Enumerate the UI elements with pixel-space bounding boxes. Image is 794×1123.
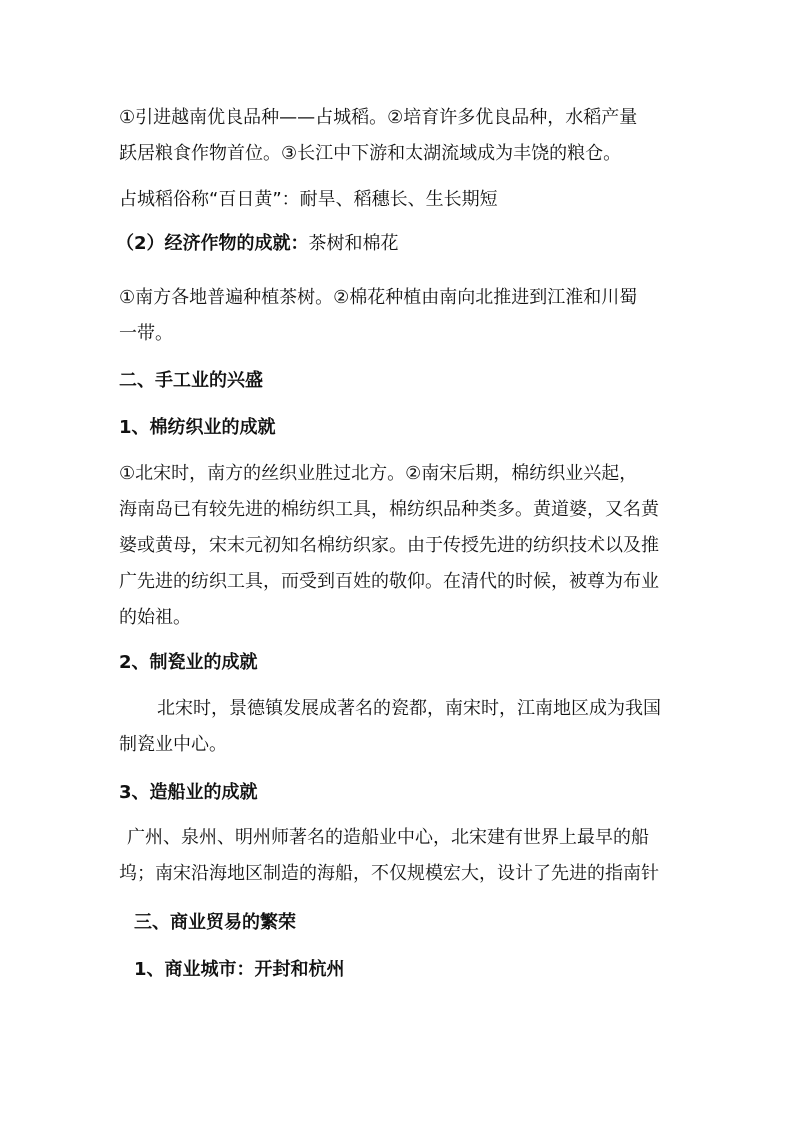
heading-text: 1、商业城市：开封和杭州 [134, 959, 345, 980]
heading-cotton-textile [119, 410, 679, 446]
section-title-text: 三、商业贸易的繁荣 [134, 912, 296, 933]
heading-line [116, 226, 676, 262]
heading-shipbuilding [119, 775, 679, 811]
text-line: 广先进的纺织工具，而受到百姓的敬仰。在清代的时候，被尊为布业 [119, 571, 659, 592]
heading-cash-crops [116, 226, 676, 262]
text-line: 的始祖。 [119, 607, 191, 628]
heading-text: 1、棉纺织业的成就 [119, 417, 276, 438]
text-line: 海南岛已有较先进的棉纺织工具，棉纺织品种类多。黄道婆，又名黄 [119, 499, 659, 520]
heading-commercial-cities [134, 952, 694, 988]
paragraph-shipbuilding [119, 820, 679, 892]
text-line: 跃居粮食作物首位。③长江中下游和太湖流域成为丰饶的粮仓。 [119, 143, 622, 164]
text-line: ①南方各地普遍种植茶树。②棉花种植由南向北推进到江淮和川蜀 [119, 287, 638, 308]
paragraph-champa-rice-note [119, 182, 679, 218]
text-line: 制瓷业中心。 [119, 734, 227, 755]
heading-porcelain [119, 645, 679, 681]
paragraph-porcelain [119, 691, 679, 763]
heading-normal-part: 茶树和棉花 [308, 233, 399, 254]
text-line: 一带。 [119, 323, 173, 344]
heading-bold-part: （2）经济作物的成就： [116, 233, 309, 254]
section-title-handicraft [119, 363, 679, 399]
paragraph-rice-achievements [119, 100, 679, 172]
paragraph-cotton-textile [119, 456, 679, 636]
text-line: 占城稻俗称“百日黄”：耐旱、稻穗长、生长期短 [119, 189, 498, 210]
text-line: ①北宋时，南方的丝织业胜过北方。②南宋后期，棉纺织业兴起， [119, 463, 638, 484]
text-line: 北宋时，景德镇发展成著名的瓷都，南宋时，江南地区成为我国 [157, 698, 661, 719]
text-line: 坞；南宋沿海地区制造的海船，不仅规模宏大，设计了先进的指南针 [119, 863, 659, 884]
section-title-commerce [134, 905, 694, 941]
text-line: ①引进越南优良品种——占城稻。②培育许多优良品种，水稻产量 [119, 107, 638, 128]
heading-text: 2、制瓷业的成就 [119, 652, 258, 673]
heading-text: 3、造船业的成就 [119, 782, 258, 803]
text-line: 婆或黄母，宋末元初知名棉纺织家。由于传授先进的纺织技术以及推 [119, 535, 659, 556]
paragraph-tea-cotton [119, 280, 679, 352]
section-title-text: 二、手工业的兴盛 [119, 370, 263, 391]
text-line: 广州、泉州、明州师著名的造船业中心，北宋建有世界上最早的船 [127, 827, 649, 848]
